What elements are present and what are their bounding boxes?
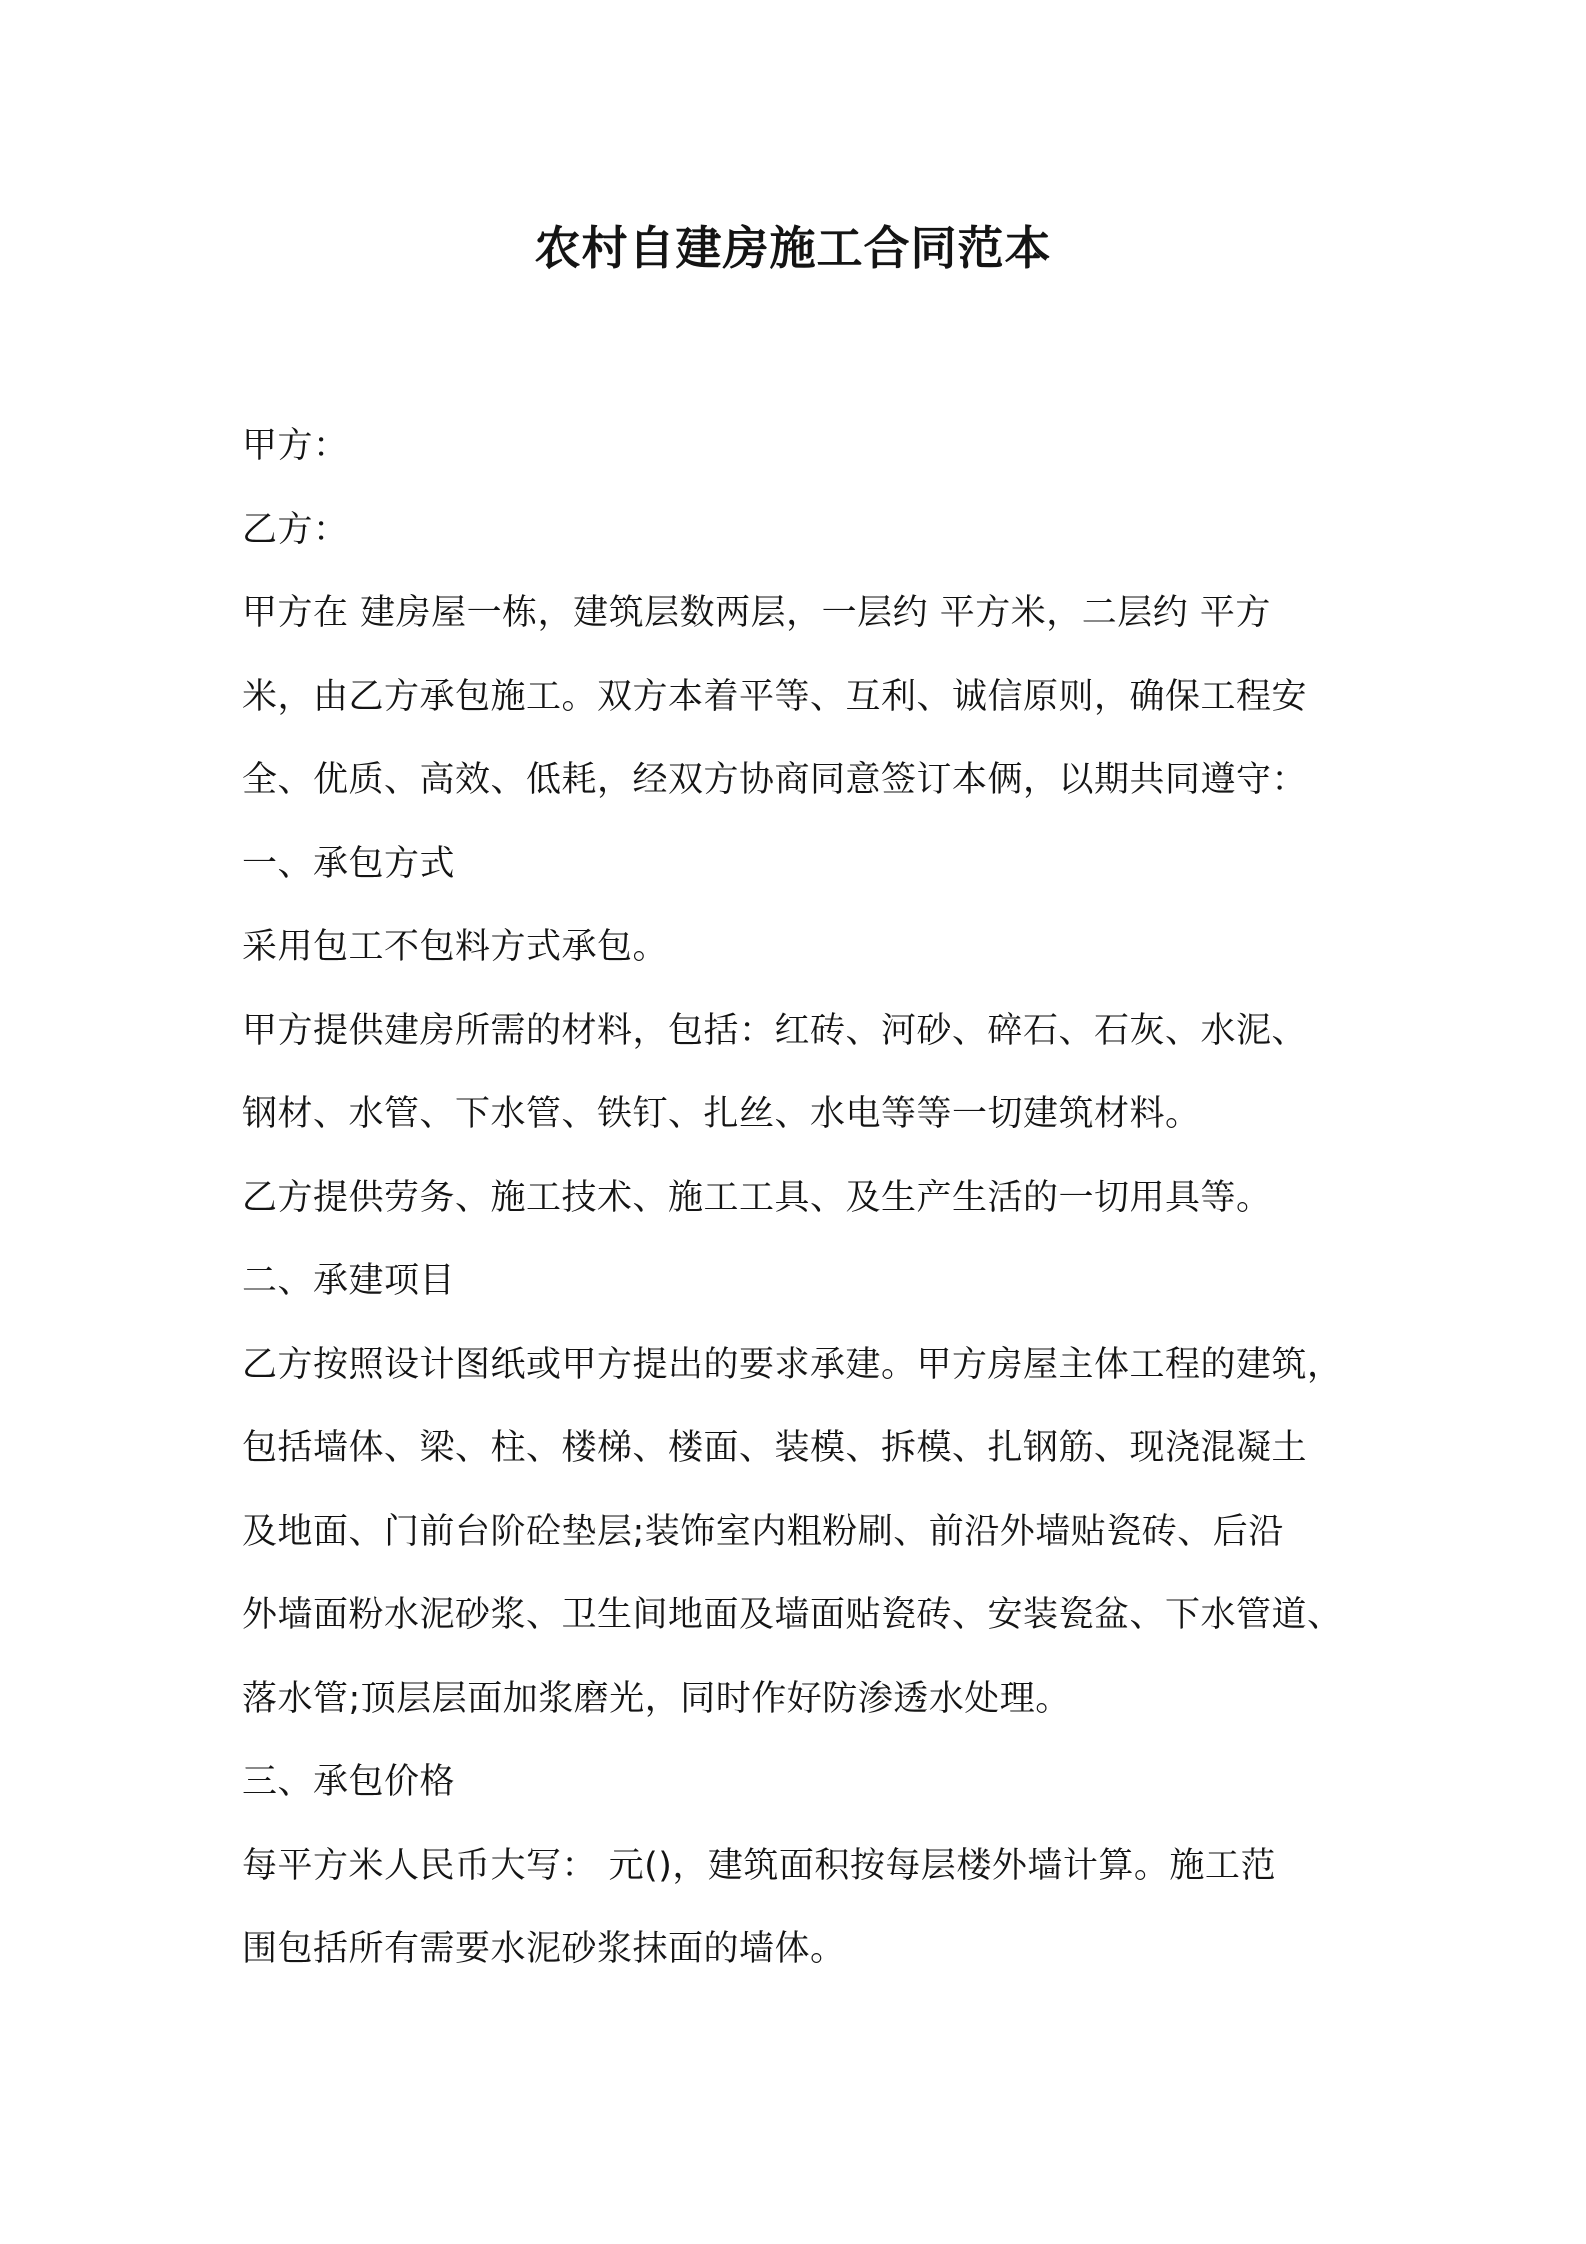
section-heading-3: 三、承包价格 <box>242 1762 456 1802</box>
body-line: 乙方提供劳务、施工技术、施工工具、及生产生活的一切用具等。 <box>242 1177 1272 1218</box>
document-body <box>242 405 1372 1992</box>
section-heading-1: 一、承包方式 <box>242 843 456 884</box>
document-title: 农村自建房施工合同范本 <box>534 221 1052 275</box>
body-line: 围包括所有需要水泥砂浆抹面的墙体。 <box>242 1929 846 1969</box>
body-line: 甲方在 建房屋一栋，建筑层数两层，一层约 平方米，二层约 平方 <box>242 593 1271 633</box>
body-line: 落水管;顶层层面加浆磨光，同时作好防渗透水处理。 <box>242 1678 1071 1719</box>
body-line: 采用包工不包料方式承包。 <box>242 927 669 967</box>
body-line: 乙方按照设计图纸或甲方提出的要求承建。甲方房屋主体工程的建筑， <box>242 1344 1343 1385</box>
body-line: 甲方提供建房所需的材料，包括：红砖、河砂、碎石、石灰、水泥、 <box>242 1010 1308 1051</box>
section-heading-2: 二、承建项目 <box>242 1261 456 1301</box>
body-line: 包括墙体、梁、柱、楼梯、楼面、装模、拆模、扎钢筋、现浇混凝土 <box>242 1428 1308 1468</box>
party-a-line: 甲方： <box>242 426 349 466</box>
body-line: 外墙面粉水泥砂浆、卫生间地面及墙面贴瓷砖、安装瓷盆、下水管道、 <box>242 1595 1343 1635</box>
body-line: 米，由乙方承包施工。双方本着平等、互利、诚信原则，确保工程安 <box>242 676 1308 717</box>
body-line: 钢材、水管、下水管、铁钉、扎丝、水电等等一切建筑材料。 <box>242 1094 1201 1134</box>
body-line: 全、优质、高效、低耗，经双方协商同意签订本俩，以期共同遵守： <box>242 760 1308 800</box>
party-b-line: 乙方： <box>242 509 349 550</box>
body-line: 及地面、门前台阶砼垫层;装饰室内粗粉刷、前沿外墙贴瓷砖、后沿 <box>242 1511 1284 1552</box>
body-line: 每平方米人民币大写： 元()，建筑面积按每层楼外墙计算。施工范 <box>242 1845 1276 1886</box>
